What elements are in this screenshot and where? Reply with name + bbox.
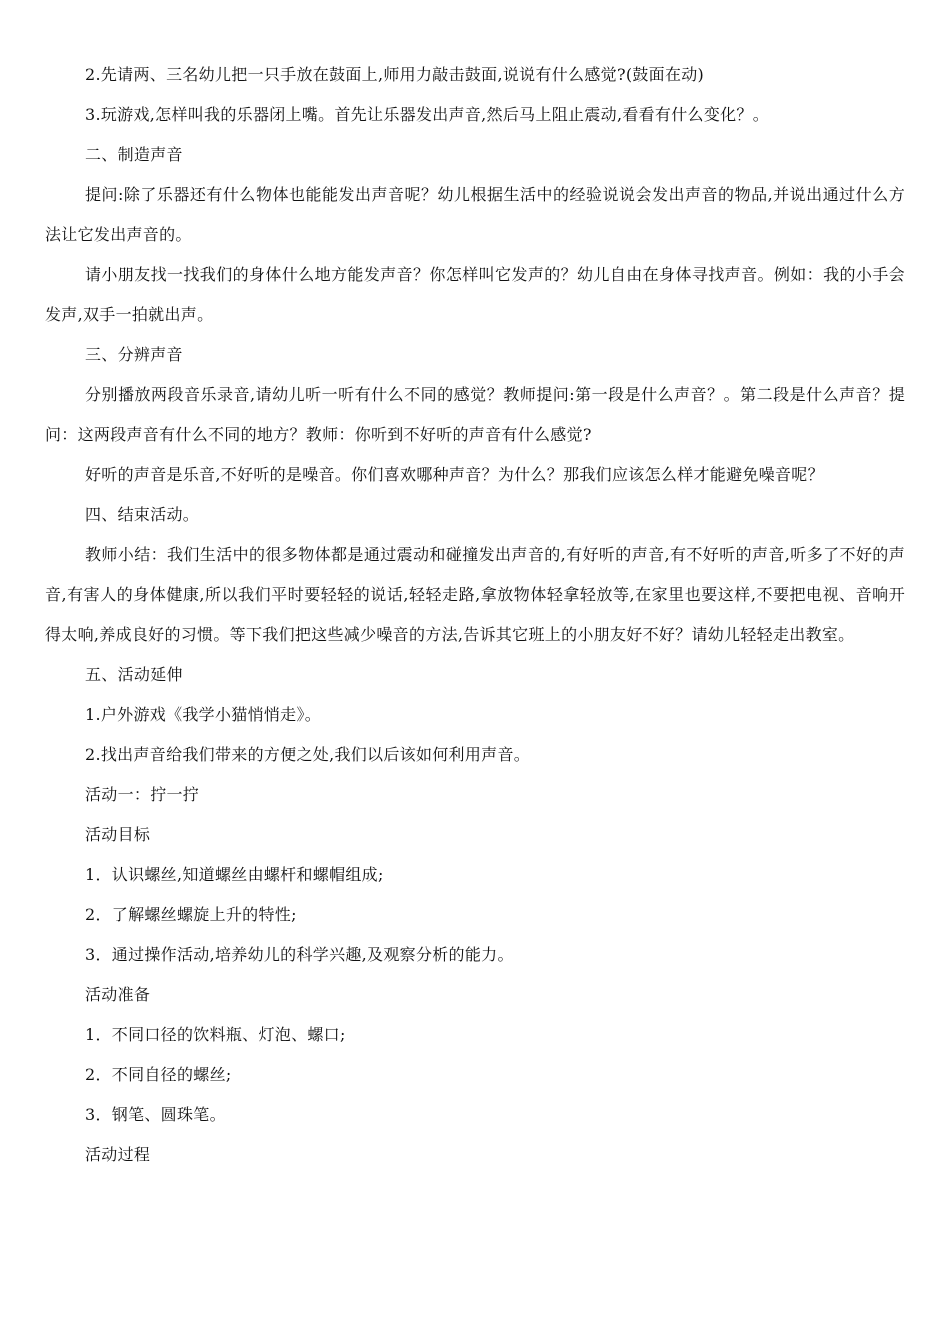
paragraph-step-3: 3.玩游戏,怎样叫我的乐器闭上嘴。首先让乐器发出声音,然后马上阻止震动,看看有什么变化？。	[85, 105, 770, 124]
goals-heading: 活动目标	[85, 825, 151, 844]
paragraph-recordings: 分别播放两段音乐录音,请幼儿听一听有什么不同的感觉？教师提问:第一段是什么声音？。第二段是什么声音？提问：这两段声音有什么不同的地方？教师：你听到不好听的声音有什么感觉?	[45, 385, 905, 444]
extension-item-1: 1.户外游戏《我学小猫悄悄走》。	[85, 705, 322, 724]
preparation-item-3: 3．钢笔、圆珠笔。	[85, 1105, 226, 1124]
section-heading-2: 二、制造声音	[85, 145, 183, 164]
document-body	[45, 55, 905, 1175]
preparation-item-1: 1．不同口径的饮料瓶、灯泡、螺口;	[85, 1025, 346, 1044]
paragraph-summary: 教师小结：我们生活中的很多物体都是通过震动和碰撞发出声音的,有好听的声音,有不好听的声音,听多了不好的声音,有害人的身体健康,所以我们平时要轻轻的说话,轻轻走路,拿放物体轻拿轻放等,在家里也要这样,不要把电视、音响开得太响,养成良好的习惯。等下我们把这些减少噪音的方法,告诉其它班上的小朋友好不好？请幼儿轻轻走出教室。	[45, 545, 905, 644]
section-heading-4: 四、结束活动。	[85, 505, 200, 524]
goal-item-1: 1．认识螺丝,知道螺丝由螺杆和螺帽组成;	[85, 865, 384, 884]
section-heading-3: 三、分辨声音	[85, 345, 183, 364]
paragraph-question: 提问:除了乐器还有什么物体也能能发出声音呢？幼儿根据生活中的经验说说会发出声音的物品,并说出通过什么方法让它发出声音的。	[45, 185, 905, 244]
extension-item-2: 2.找出声音给我们带来的方便之处,我们以后该如何利用声音。	[85, 745, 531, 764]
preparation-heading: 活动准备	[85, 985, 151, 1004]
preparation-item-2: 2．不同自径的螺丝;	[85, 1065, 232, 1084]
activity-title: 活动一：拧一拧	[85, 785, 200, 804]
goal-item-3: 3．通过操作活动,培养幼儿的科学兴趣,及观察分析的能力。	[85, 945, 514, 964]
process-heading: 活动过程	[85, 1145, 151, 1164]
paragraph-step-2: 2.先请两、三名幼儿把一只手放在鼓面上,师用力敲击鼓面,说说有什么感觉?(鼓面在动)	[85, 65, 705, 84]
goal-item-2: 2．了解螺丝螺旋上升的特性;	[85, 905, 297, 924]
paragraph-body-sounds: 请小朋友找一找我们的身体什么地方能发声音？你怎样叫它发声的？幼儿自由在身体寻找声音。例如：我的小手会发声,双手一拍就出声。	[45, 265, 905, 324]
paragraph-noise: 好听的声音是乐音,不好听的是噪音。你们喜欢哪种声音？为什么？那我们应该怎么样才能避免噪音呢？	[85, 465, 824, 484]
section-heading-5: 五、活动延伸	[85, 665, 183, 684]
